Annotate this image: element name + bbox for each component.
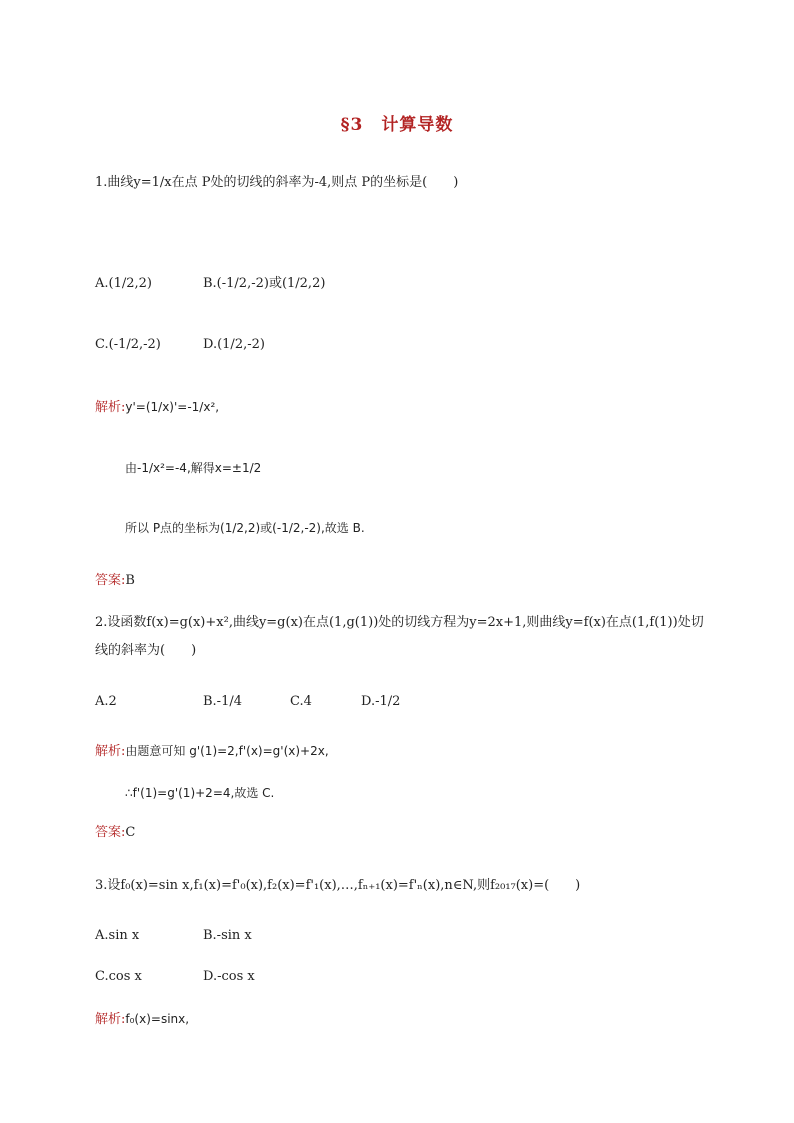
question-1-text: 1.曲线y=1/x在点 P处的切线的斜率为-4,则点 P的坐标是( ): [95, 175, 459, 190]
question-2-text-line-2: 线的斜率为( ): [95, 643, 197, 658]
question-1-option-a: A.(1/2,2): [95, 276, 152, 291]
question-3-option-d: D.-cos x: [203, 969, 255, 984]
answer-value: B: [125, 573, 135, 588]
question-2-text-line-1: 2.设函数f(x)=g(x)+x²,曲线y=g(x)在点(1,g(1))处的切线方程为y=2x+1,则曲线y=f(x)在点(1,f(1))处切: [95, 615, 704, 630]
question-2-answer-row: [95, 824, 135, 842]
question-1-solution-row: [95, 398, 219, 417]
question-1-option-b: B.(-1/2,-2)或(1/2,2): [203, 276, 326, 291]
answer-label: 答案:: [95, 573, 126, 588]
question-3-text: 3.设f₀(x)=sin x,f₁(x)=f'₀(x),f₂(x)=f'₁(x),…,fₙ₊₁(x)=f'ₙ(x),n∈N,则f₂₀₁₇(x)=( ): [95, 878, 581, 893]
question-3-solution-row: [95, 1010, 189, 1029]
solution-line: 由题意可知 g'(1)=2,f'(x)=g'(x)+2x,: [125, 744, 329, 758]
question-2-option-d: D.-1/2: [361, 694, 401, 709]
solution-line: f₀(x)=sinx,: [125, 1012, 190, 1026]
question-2-option-b: B.-1/4: [203, 694, 242, 709]
question-3-option-b: B.-sin x: [203, 928, 252, 943]
question-2-solution-row: [95, 742, 329, 761]
question-1-option-c: C.(-1/2,-2): [95, 337, 161, 352]
answer-value: C: [125, 825, 136, 840]
solution-label: 解析:: [95, 400, 126, 415]
question-2-option-a: A.2: [95, 694, 117, 709]
solution-label: 解析:: [95, 1012, 126, 1027]
solution-line: 所以 P点的坐标为(1/2,2)或(-1/2,-2),故选 B.: [125, 521, 365, 535]
question-1-answer-row: [95, 572, 135, 590]
question-2-option-c: C.4: [290, 694, 312, 709]
solution-line: ∴f'(1)=g'(1)+2=4,故选 C.: [125, 786, 275, 800]
question-3-option-c: C.cos x: [95, 969, 142, 984]
solution-label: 解析:: [95, 744, 126, 759]
solution-line: y'=(1/x)'=-1/x²,: [125, 400, 220, 414]
page-title: §3 计算导数: [340, 115, 454, 135]
question-3-option-a: A.sin x: [95, 928, 140, 943]
solution-line: 由-1/x²=-4,解得x=±1/2: [125, 461, 262, 475]
answer-label: 答案:: [95, 825, 126, 840]
question-1-option-d: D.(1/2,-2): [203, 337, 265, 352]
